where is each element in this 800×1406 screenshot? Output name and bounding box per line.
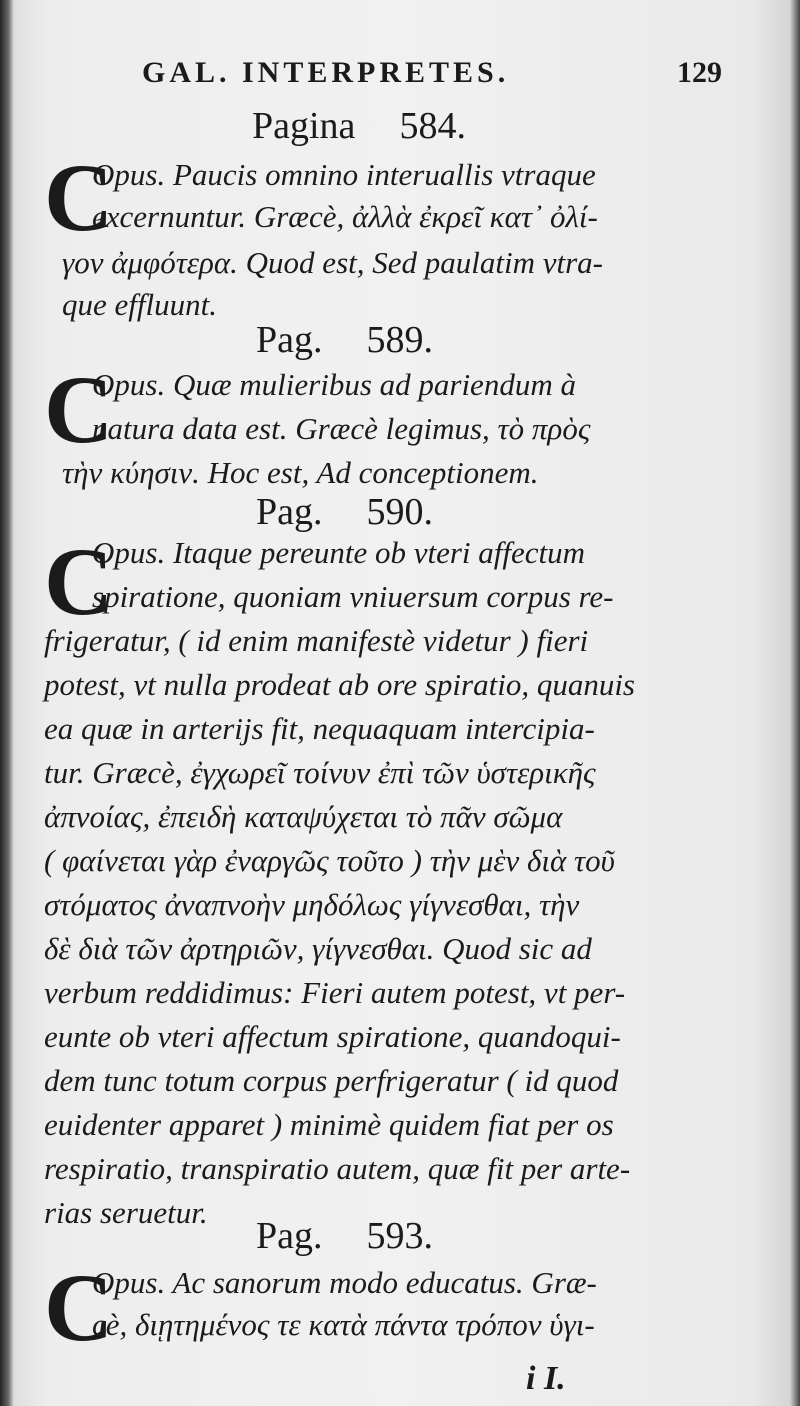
section-heading-label: Pagina [252, 105, 356, 147]
text-line: euidenter apparet ) minimè quidem fiat per os [44, 1107, 614, 1142]
text-line: στόματος ἀναπνοὴν μηδόλως γίγνεσθαι, τὴν [44, 887, 580, 922]
section-heading-label: Pag. [256, 491, 323, 533]
text-line: τὴν κύησιν. Hoc est, Ad conceptionem. [62, 455, 539, 490]
section-heading-584 [252, 104, 466, 148]
text-line: cè, διῃτημένος τε κατὰ πάντα τρόπον ὑγι- [92, 1307, 595, 1342]
text-line: respiratio, transpiratio autem, quæ fit per arte- [44, 1151, 631, 1186]
drop-cap: C [44, 528, 114, 635]
section-heading-593 [256, 1214, 433, 1258]
text-line: Opus. Itaque pereunte ob vteri affectum [92, 535, 586, 570]
text-line: que effluunt. [62, 287, 217, 322]
text-line: ( φαίνεται γὰρ ἐναργῶς τοῦτο ) τὴν μὲν διὰ τοῦ [44, 843, 615, 878]
text-line: tur. Græcè, ἐγχωρεῖ τοίνυν ἐπὶ τῶν ὑστερικῆς [44, 755, 596, 790]
entry-584 [44, 144, 694, 322]
drop-cap: C [44, 356, 114, 463]
section-heading-label: Pag. [256, 319, 323, 361]
section-heading-590 [256, 490, 433, 534]
drop-cap: C [44, 1254, 114, 1361]
page-right-edge [790, 0, 800, 1406]
text-line: Opus. Paucis omnino interuallis vtraque [92, 157, 596, 192]
running-head [142, 56, 722, 96]
running-head-title: GAL. INTERPRETES. [142, 56, 510, 89]
text-line: frigeratur, ( id enim manifestè videtur ) fieri [44, 623, 589, 658]
section-heading-589 [256, 318, 433, 362]
text-line: ἀπνοίας, ἐπειδὴ καταψύχεται τὸ πᾶν σῶμα [44, 799, 563, 834]
text-line: Opus. Quæ mulieribus ad pariendum à [92, 367, 576, 402]
drop-cap: C [44, 144, 114, 251]
text-line: verbum reddidimus: Fieri autem potest, vt per- [44, 975, 626, 1010]
entry-590 [44, 528, 694, 1230]
text-line: δὲ διὰ τῶν ἀρτηριῶν, γίγνεσθαι. Quod sic ad [44, 931, 592, 966]
signature-mark: i I. [526, 1360, 566, 1397]
section-heading-number: 584. [399, 105, 466, 147]
text-line: potest, vt nulla prodeat ab ore spiratio, quanuis [44, 667, 635, 702]
text-line: ea quæ in arterijs fit, nequaquam intercipia- [44, 711, 595, 746]
text-line: natura data est. Græcè legimus, τὸ πρὸς [92, 411, 591, 446]
text-line: γον ἀμφότερα. Quod est, Sed paulatim vtra- [62, 245, 603, 280]
text-line: eunte ob vteri affectum spiratione, quandoqui- [44, 1019, 621, 1054]
section-heading-label: Pag. [256, 1215, 323, 1257]
section-heading-number: 590. [366, 491, 433, 533]
entry-593 [44, 1254, 694, 1361]
text-line: dem tunc totum corpus perfrigeratur ( id quod [44, 1063, 619, 1098]
page-number: 129 [677, 56, 722, 89]
page-left-edge [0, 0, 14, 1406]
text-line: rias seruetur. [44, 1195, 208, 1230]
text-line: Opus. Ac sanorum modo educatus. Græ- [92, 1265, 597, 1300]
entry-589 [44, 356, 694, 492]
text-line: spiratione, quoniam vniuersum corpus re- [92, 579, 614, 614]
text-line: excernuntur. Græcè, ἀλλὰ ἐκρεῖ κατ᾽ ὀλί- [92, 199, 598, 234]
section-heading-number: 593. [366, 1215, 433, 1257]
section-heading-number: 589. [366, 319, 433, 361]
